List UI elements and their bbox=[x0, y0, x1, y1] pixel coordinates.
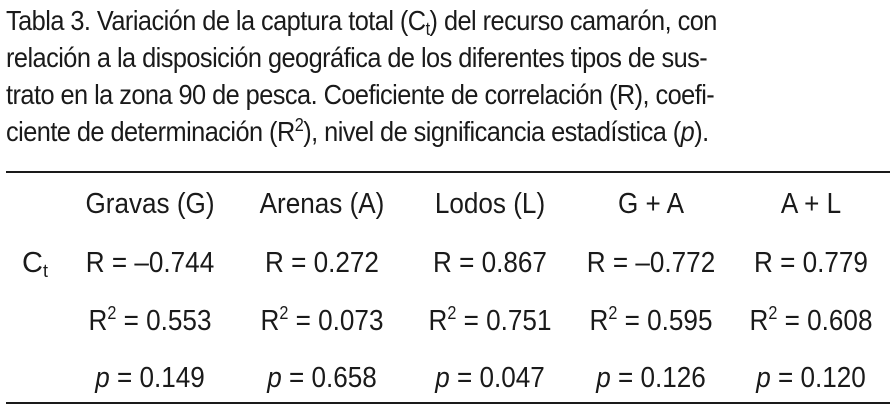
r2-number: = 0.553 bbox=[116, 305, 212, 337]
p-symbol: p bbox=[756, 362, 771, 394]
caption-text: ). bbox=[694, 116, 709, 147]
r2-exponent: 2 bbox=[107, 303, 117, 323]
r-value-a-plus-l: R = 0.779 bbox=[754, 247, 868, 279]
header-g-plus-a: G + A bbox=[617, 188, 685, 220]
r2-exponent: 2 bbox=[608, 303, 618, 323]
r2-symbol: R bbox=[589, 305, 609, 337]
r2-exponent: 2 bbox=[279, 303, 289, 323]
p-symbol: p bbox=[95, 362, 110, 394]
p-number: = 0.658 bbox=[281, 362, 377, 394]
p-symbol: p bbox=[596, 362, 611, 394]
table-top-rule bbox=[6, 171, 890, 173]
r2-symbol: R bbox=[428, 305, 448, 337]
r2-exponent: 2 bbox=[768, 303, 778, 323]
header-arenas: Arenas (A) bbox=[259, 188, 385, 220]
p-number: = 0.149 bbox=[109, 362, 205, 394]
r2-number: = 0.595 bbox=[617, 305, 713, 337]
r-value-g-plus-a: R = –0.772 bbox=[586, 247, 716, 279]
caption-line-2: relación a la disposición geográfica de los diferentes tipos de sus- bbox=[6, 42, 708, 73]
r2-value-g-plus-a bbox=[590, 304, 713, 338]
caption-subscript: t bbox=[425, 19, 430, 39]
r2-value-a-plus-l bbox=[750, 304, 873, 338]
p-value-gravas bbox=[95, 361, 205, 395]
header-lodos: Lodos (L) bbox=[434, 188, 546, 220]
caption-p-symbol: p bbox=[680, 116, 695, 147]
p-number: = 0.047 bbox=[449, 362, 545, 394]
r2-number: = 0.073 bbox=[288, 305, 384, 337]
caption-text: ), nivel de significancia estadística ( bbox=[303, 116, 681, 147]
caption-line-3: trato en la zona 90 de pesca. Coeficiente de correlación (R), coefi- bbox=[6, 79, 715, 110]
table-caption bbox=[6, 2, 806, 150]
p-number: = 0.126 bbox=[610, 362, 706, 394]
r2-value-gravas bbox=[89, 304, 212, 338]
row-label-subscript: t bbox=[42, 261, 48, 281]
p-value-a-plus-l bbox=[756, 361, 866, 395]
p-value-arenas bbox=[267, 361, 377, 395]
r2-value-lodos bbox=[429, 304, 552, 338]
caption-text: ) del recurso camarón, con bbox=[429, 5, 717, 36]
header-a-plus-l: A + L bbox=[780, 188, 842, 220]
header-gravas: Gravas (G) bbox=[85, 188, 215, 220]
caption-text: Tabla 3. Variación de la captura total (C bbox=[6, 5, 426, 36]
table-bottom-rule bbox=[6, 402, 890, 404]
p-value-g-plus-a bbox=[596, 361, 706, 395]
r-value-lodos: R = 0.867 bbox=[433, 247, 547, 279]
r2-number: = 0.751 bbox=[456, 305, 552, 337]
row-label-main: C bbox=[22, 247, 43, 279]
r2-symbol: R bbox=[260, 305, 280, 337]
caption-text: ciente de determinación (R bbox=[6, 116, 295, 147]
caption-line-1 bbox=[6, 2, 806, 39]
caption-line-4 bbox=[6, 113, 806, 150]
r-value-gravas: R = –0.744 bbox=[85, 247, 215, 279]
row-label-ct bbox=[22, 246, 48, 280]
p-symbol: p bbox=[267, 362, 282, 394]
r2-exponent: 2 bbox=[447, 303, 457, 323]
p-value-lodos bbox=[435, 361, 545, 395]
r2-value-arenas bbox=[261, 304, 384, 338]
r2-symbol: R bbox=[749, 305, 769, 337]
p-symbol: p bbox=[435, 362, 450, 394]
caption-superscript: 2 bbox=[294, 115, 304, 135]
r-value-arenas: R = 0.272 bbox=[265, 247, 379, 279]
r2-symbol: R bbox=[88, 305, 108, 337]
p-number: = 0.120 bbox=[770, 362, 866, 394]
r2-number: = 0.608 bbox=[777, 305, 873, 337]
